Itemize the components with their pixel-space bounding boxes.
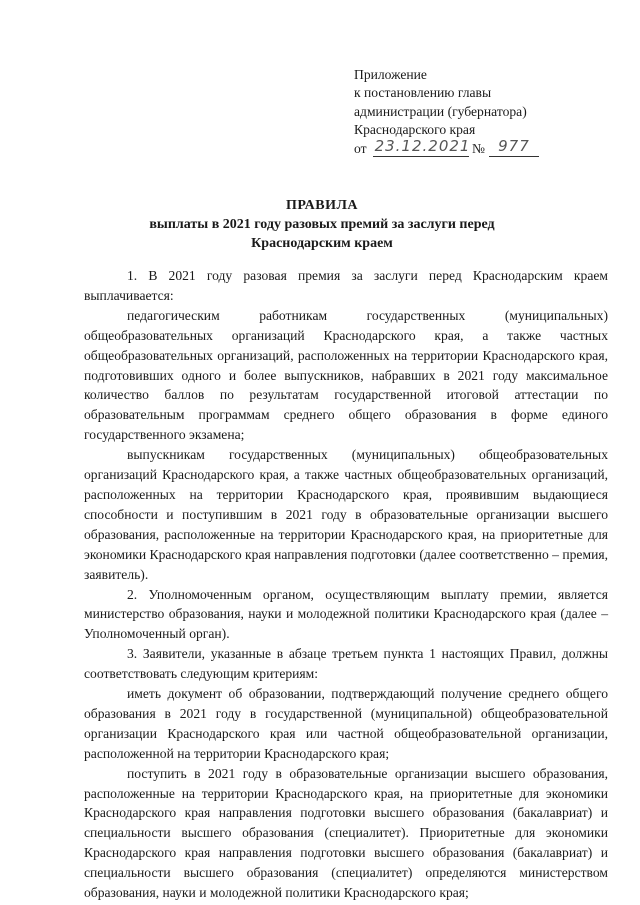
paragraph: поступить в 2021 году в образовательные организации высшего образования, расположенные на территории Краснодарского края, на приоритетные для экономики Краснодарского края направления подготовки высшего образования (бакалавриат) и специальности высшего образования (специалитет). Приоритетные для экономики Краснодарского края направления подготовки высшего образования (бакалавриат) и специальности высшего образования (специалитет) определяются министерством образования, науки и молодежной политики Краснодарского края; (84, 765, 608, 901)
date-field (373, 136, 471, 157)
handwritten-number: 977 (498, 136, 530, 155)
decree-date-line (354, 136, 614, 158)
number-field (489, 136, 539, 157)
title-subtitle-line1: выплаты в 2021 году разовых премий за заслуги перед (149, 217, 495, 232)
appendix-line: администрации (губернатора) (354, 103, 527, 119)
handwritten-date: 23.12.2021 (374, 136, 471, 155)
number-prefix: № (471, 140, 485, 156)
appendix-block (354, 66, 614, 158)
appendix-line: к постановлению главы (354, 85, 492, 101)
paragraph: иметь документ об образовании, подтверждающий получение среднего общего образования в 2021 году в государственной (муниципальной) общеобразовательной организации Краснодарского края или частной общеобразовательной организации, расположенной на территории Краснодарского края; (84, 686, 608, 761)
paragraph: 1. В 2021 году разовая премия за заслуги перед Краснодарским краем выплачивается: (84, 268, 608, 303)
date-prefix: от (354, 140, 367, 156)
title-main: ПРАВИЛА (285, 198, 359, 213)
title-subtitle-line2: Краснодарским краем (251, 236, 393, 251)
paragraph: выпускникам государственных (муниципальных) общеобразовательных организаций Краснодарского края, а также частных общеобразовательных организаций, расположенных на территории Краснодарского края, проявившим выдающиеся способности и поступившим в 2021 году в образовательные организации высшего образования, расположенные на территории Краснодарского края, на приоритетные для экономики Краснодарского края направления подготовки (далее соответственно – премия, заявитель). (84, 447, 608, 582)
document-title (80, 196, 564, 253)
appendix-line: Приложение (354, 67, 427, 82)
appendix-line: Краснодарского края (354, 122, 476, 138)
document-body (84, 266, 608, 903)
paragraph: 2. Уполномоченным органом, осуществляющим выплату премии, является министерство образования, науки и молодежной политики Краснодарского края (далее – Уполномоченный орган). (84, 586, 608, 642)
paragraph: 3. Заявители, указанные в абзаце третьем пункта 1 настоящих Правил, должны соответствовать следующим критериям: (84, 646, 608, 682)
paragraph: педагогическим работникам государственных (муниципальных) общеобразовательных организаций Краснодарского края, а также частных общеобразовательных организаций, расположенных на территории Краснодарского края, подготовивших одного и более выпускников, набравших в 2021 году максимальное количество баллов по результатам государственной итоговой аттестации по образовательным программам среднего общего образования в форме единого государственного экзамена; (84, 307, 608, 443)
